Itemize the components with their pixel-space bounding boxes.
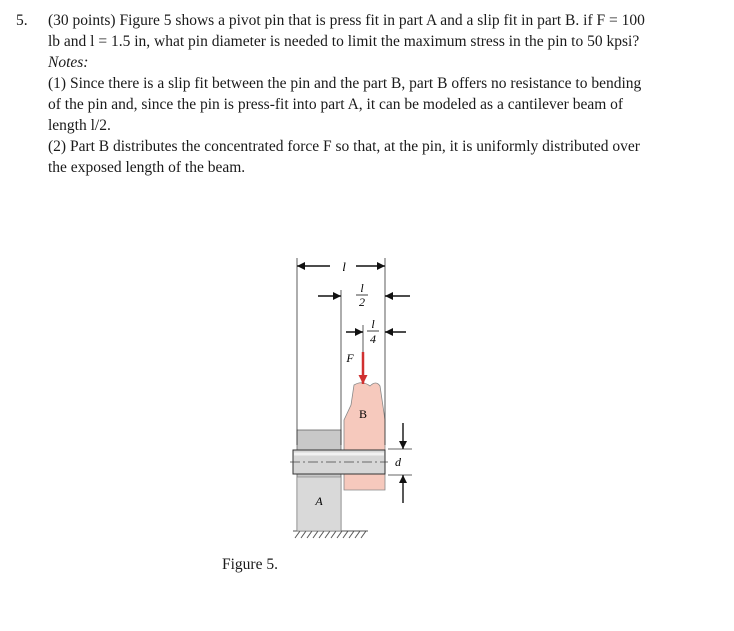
problem-statement-line-2: lb and l = 1.5 in, what pin diameter is needed to limit the maximum stress in the pin to 50 kpsi?: [48, 33, 640, 50]
label-half-denominator: 2: [359, 295, 365, 309]
problem-statement-line-1: (30 points) Figure 5 shows a pivot pin that is press fit in part A and a slip fit in part B. if F = 100: [48, 12, 645, 29]
figure-caption: Figure 5.: [222, 556, 278, 573]
label-quarter-denominator: 4: [370, 332, 376, 346]
label-l: l: [342, 259, 346, 274]
label-diameter-d: d: [395, 455, 401, 469]
problem-number: 5.: [16, 12, 28, 29]
label-quarter-numerator: l: [371, 317, 375, 331]
label-part-a: A: [315, 494, 323, 508]
note-1-line-3: length l/2.: [48, 117, 111, 134]
label-half-numerator: l: [360, 281, 364, 295]
label-force-f: F: [346, 351, 354, 365]
ground-hatching: [293, 531, 368, 538]
notes-heading: Notes:: [48, 54, 89, 71]
note-1-line-1: (1) Since there is a slip fit between the pin and the part B, part B offers no resistance to bending: [48, 75, 642, 92]
note-2-line-2: the exposed length of the beam.: [48, 159, 246, 176]
note-1-line-2: of the pin and, since the pin is press-fit into part A, it can be modeled as a cantilever beam of: [48, 96, 624, 113]
note-2-line-1: (2) Part B distributes the concentrated force F so that, at the pin, it is uniformly distributed over: [48, 138, 640, 155]
label-part-b: B: [358, 407, 368, 421]
